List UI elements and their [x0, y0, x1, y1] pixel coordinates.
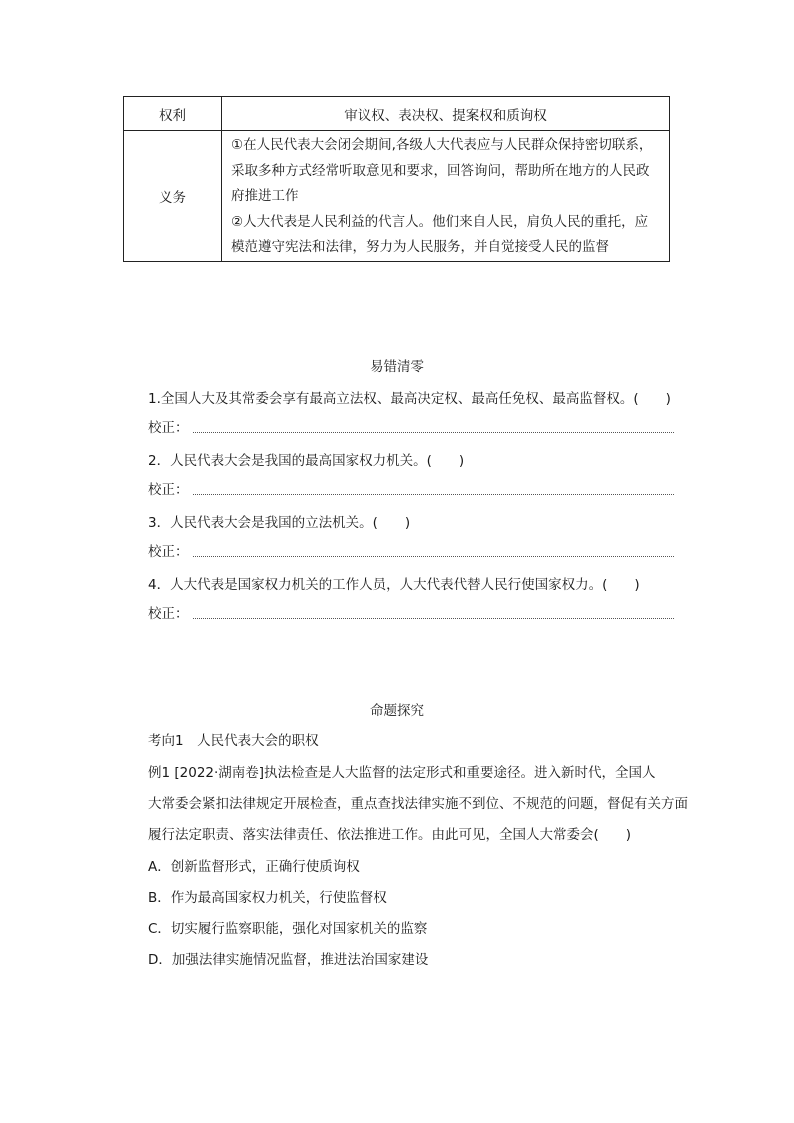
- correction-line[interactable]: [193, 493, 675, 495]
- table-row: [124, 97, 670, 131]
- correction-label: 校正：: [148, 482, 189, 498]
- table-row: [124, 131, 670, 262]
- error-item-1: 1.全国人大及其常委会享有最高立法权、最高决定权、最高任免权、最高监督权。( ): [148, 391, 671, 407]
- errors-section-title: 易错清零: [370, 359, 424, 375]
- option-c[interactable]: C．切实履行监察职能，强化对国家机关的监察: [148, 921, 428, 937]
- rights-duties-table: [123, 96, 670, 262]
- duties-line: 模范遵守宪法和法律，努力为人民服务，并自觉接受人民的监督: [231, 239, 609, 256]
- correction-label: 校正：: [148, 544, 189, 560]
- option-a[interactable]: A．创新监督形式，正确行使质询权: [148, 859, 360, 875]
- option-b[interactable]: B．作为最高国家权力机关，行使监督权: [148, 890, 387, 906]
- duties-content: [222, 131, 670, 262]
- exam-direction: 考向1 人民代表大会的职权: [148, 733, 319, 749]
- example-text-line: 大常委会紧扣法律规定开展检查，重点查找法律实施不到位、不规范的问题，督促有关方面: [148, 796, 688, 812]
- duties-line: 采取多种方式经常听取意见和要求，回答询问，帮助所在地方的人民政: [231, 162, 650, 179]
- correction-row-4[interactable]: [148, 604, 674, 622]
- correction-label: 校正：: [148, 606, 189, 622]
- error-item-2: 2．人民代表大会是我国的最高国家权力机关。( ): [148, 453, 465, 469]
- example-text-line: 履行法定职责、落实法律责任、依法推进工作。由此可见，全国人大常委会( ): [148, 827, 632, 843]
- error-item-3: 3．人民代表大会是我国的立法机关。( ): [148, 515, 411, 531]
- correction-row-2[interactable]: [148, 480, 674, 498]
- row-label-rights: 权利: [124, 97, 222, 131]
- duties-line: 府推进工作: [231, 188, 299, 205]
- correction-label: 校正：: [148, 420, 189, 436]
- correction-line[interactable]: [193, 617, 675, 619]
- example-text-line: 例1 [2022·湖南卷]执法检查是人大监督的法定形式和重要途径。进入新时代，全国人: [148, 765, 656, 781]
- correction-row-3[interactable]: [148, 542, 674, 560]
- explore-section-title: 命题探究: [370, 703, 424, 719]
- correction-row-1[interactable]: [148, 418, 674, 436]
- row-label-duties: 义务: [124, 131, 222, 262]
- option-d[interactable]: D．加强法律实施情况监督，推进法治国家建设: [148, 952, 429, 968]
- rights-content: 审议权、表决权、提案权和质询权: [222, 97, 670, 131]
- correction-line[interactable]: [193, 431, 675, 433]
- duties-line: ①在人民代表大会闭会期间,各级人大代表应与人民群众保持密切联系，: [231, 137, 653, 153]
- duties-line: ②人大代表是人民利益的代言人。他们来自人民，肩负人民的重托，应: [231, 213, 649, 230]
- correction-line[interactable]: [193, 555, 675, 557]
- error-item-4: 4．人大代表是国家权力机关的工作人员，人大代表代替人民行使国家权力。( ): [148, 577, 640, 593]
